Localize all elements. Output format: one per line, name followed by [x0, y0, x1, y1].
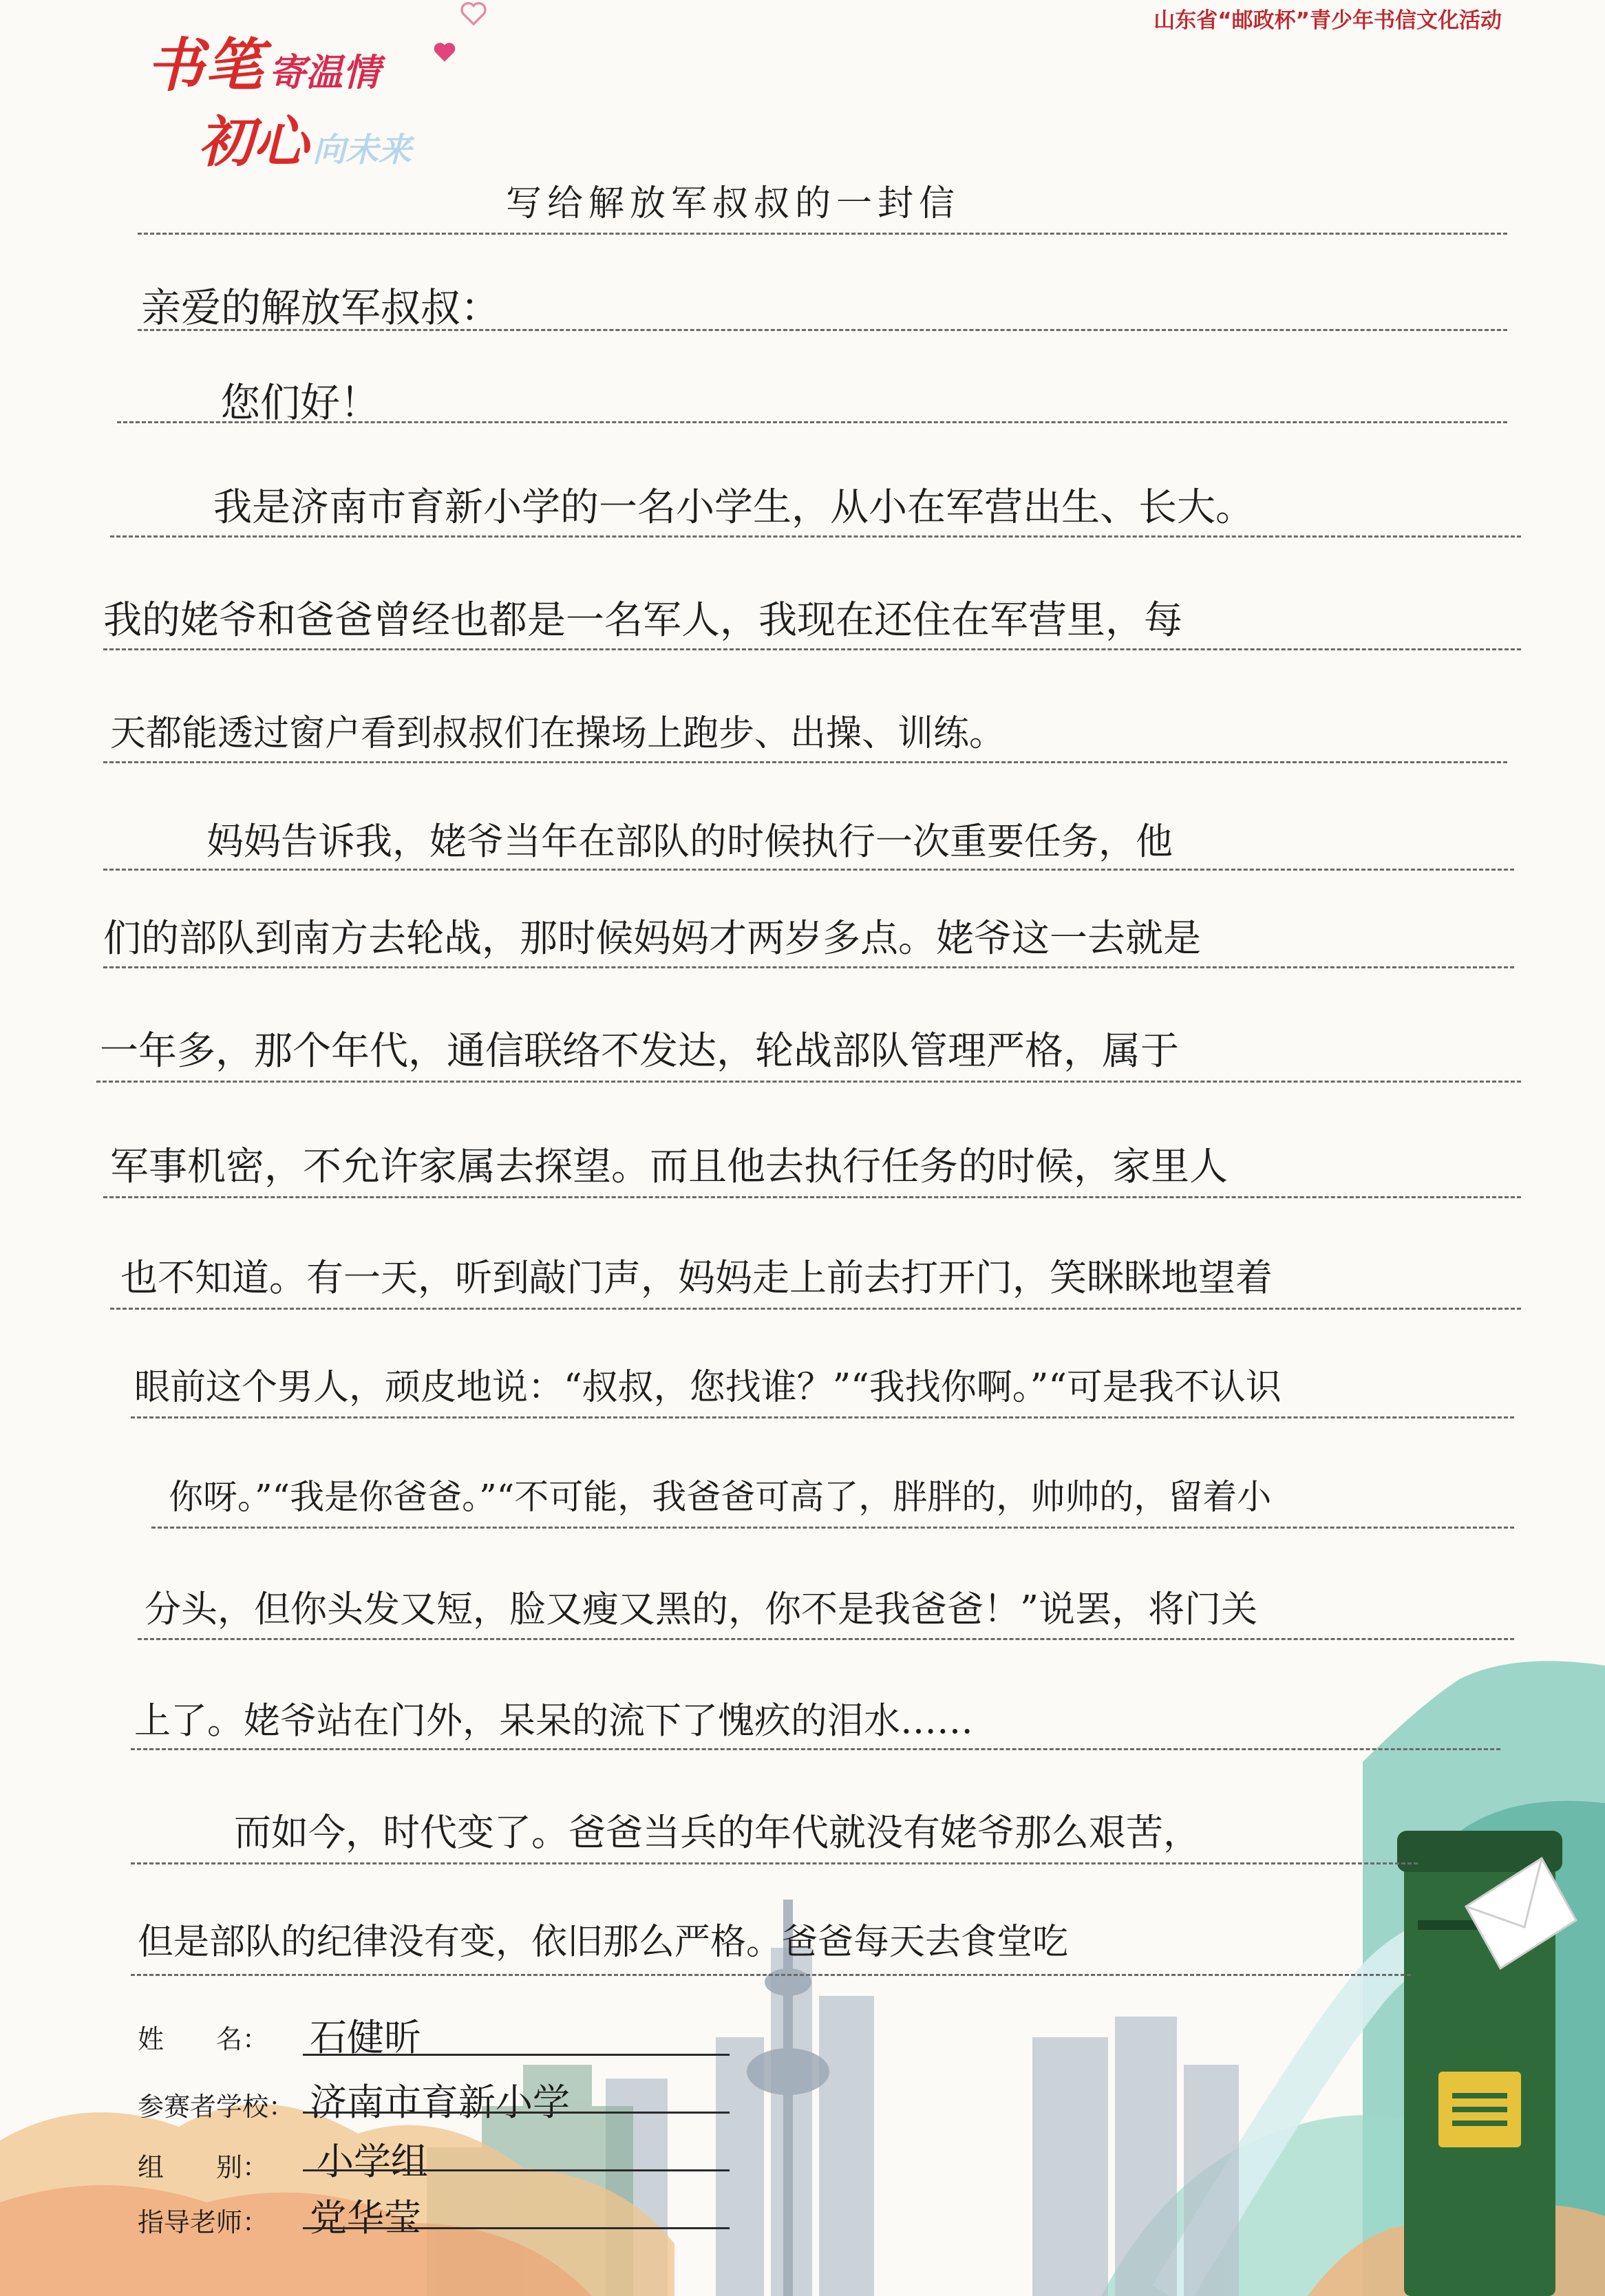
letter-line: 们的部队到南方去轮战，那时候妈妈才两岁多点。姥爷这一去就是: [103, 916, 1202, 960]
letter-line: 但是部队的纪律没有变，依旧那么严格。爸爸每天去食堂吃: [138, 1922, 1069, 1963]
letter-line: 分头，但你头发又短，脸又瘦又黑的，你不是我爸爸！”说罢，将门关: [145, 1588, 1258, 1630]
letter-line: 上了。姥爷站在门外，呆呆的流下了愧疚的泪水……: [134, 1700, 973, 1742]
ruled-line: [103, 966, 1514, 968]
logo-text-faded: 向未来: [312, 131, 412, 169]
letter-line: 军事机密，不允许家属去探望。而且他去执行任务的时候，家里人: [110, 1145, 1228, 1189]
letter-salutation: 亲爱的解放军叔叔：: [141, 284, 501, 331]
name-label: 姓 名：: [138, 2024, 269, 2054]
ruled-line: [131, 1974, 1411, 1976]
heart-icon: [432, 40, 457, 65]
logo-line-2: [198, 98, 412, 177]
letter-line: 我的姥爷和爸爸曾经也都是一名军人，我现在还住在军营里，每: [103, 598, 1182, 643]
heart-outline-icon: [460, 0, 487, 28]
logo-text-small: 寄温情: [268, 51, 381, 94]
school-value: 济南市育新小学: [310, 2081, 570, 2124]
letter-line: 我是济南市育新小学的一名小学生，从小在军营出生、长大。: [213, 485, 1254, 530]
letter-title: 写给解放军叔叔的一封信: [506, 183, 961, 224]
mailbox-icon: [1397, 1831, 1576, 2296]
ruled-line: [131, 1862, 1418, 1864]
ruled-line: [110, 535, 1521, 538]
name-underline: [303, 2054, 730, 2056]
ruled-line: [103, 869, 1514, 871]
logo-text-big: 书笔: [146, 32, 265, 99]
ruled-line: [103, 648, 1521, 650]
letter-line: 也不知道。有一天，听到敲门声，妈妈走上前去打开门，笑眯眯地望着: [120, 1256, 1273, 1299]
group-underline: [303, 2169, 730, 2171]
ruled-line: [138, 233, 1507, 235]
ruled-line: [138, 1638, 1514, 1640]
school-label: 参赛者学校：: [138, 2092, 295, 2122]
letter-line: 妈妈告诉我，姥爷当年在部队的时候执行一次重要任务，他: [206, 820, 1173, 863]
name-value: 石健昕: [310, 2016, 421, 2059]
logo-text-big-2: 初心: [198, 110, 308, 174]
letter-greeting: 您们好！: [220, 379, 381, 426]
group-label: 组 别：: [138, 2152, 269, 2182]
group-value: 小学组: [317, 2140, 428, 2183]
ruled-line: [131, 1416, 1514, 1418]
letter-line: 而如今，时代变了。爸爸当兵的年代就没有姥爷那么艰苦，: [234, 1811, 1200, 1854]
ruled-line: [131, 1748, 1500, 1750]
teacher-value: 党华莹: [310, 2196, 421, 2240]
ruled-line: [110, 1308, 1521, 1310]
ruled-line: [103, 1196, 1521, 1198]
teacher-underline: [303, 2227, 730, 2229]
event-title: 山东省“邮政杯”青少年书信文化活动: [1154, 8, 1502, 33]
letter-line: 眼前这个男人，顽皮地说：“叔叔，您找谁？”“我找你啊。”“可是我不认识: [134, 1367, 1282, 1408]
logo-line-1: [146, 19, 380, 103]
letter-line: 一年多，那个年代，通信联络不发达，轮战部队管理严格，属于: [100, 1029, 1179, 1074]
ruled-line: [103, 761, 1507, 763]
letter-line: 天都能透过窗户看到叔叔们在操场上跑步、出操、训练。: [110, 713, 1006, 754]
letter-line: 你呀。”“我是你爸爸。”“不可能，我爸爸可高了，胖胖的，帅帅的，留着小: [169, 1477, 1272, 1517]
ruled-line: [96, 1081, 1521, 1083]
ruled-line: [151, 1527, 1514, 1529]
school-underline: [303, 2112, 730, 2114]
teacher-label: 指导老师：: [138, 2207, 269, 2237]
